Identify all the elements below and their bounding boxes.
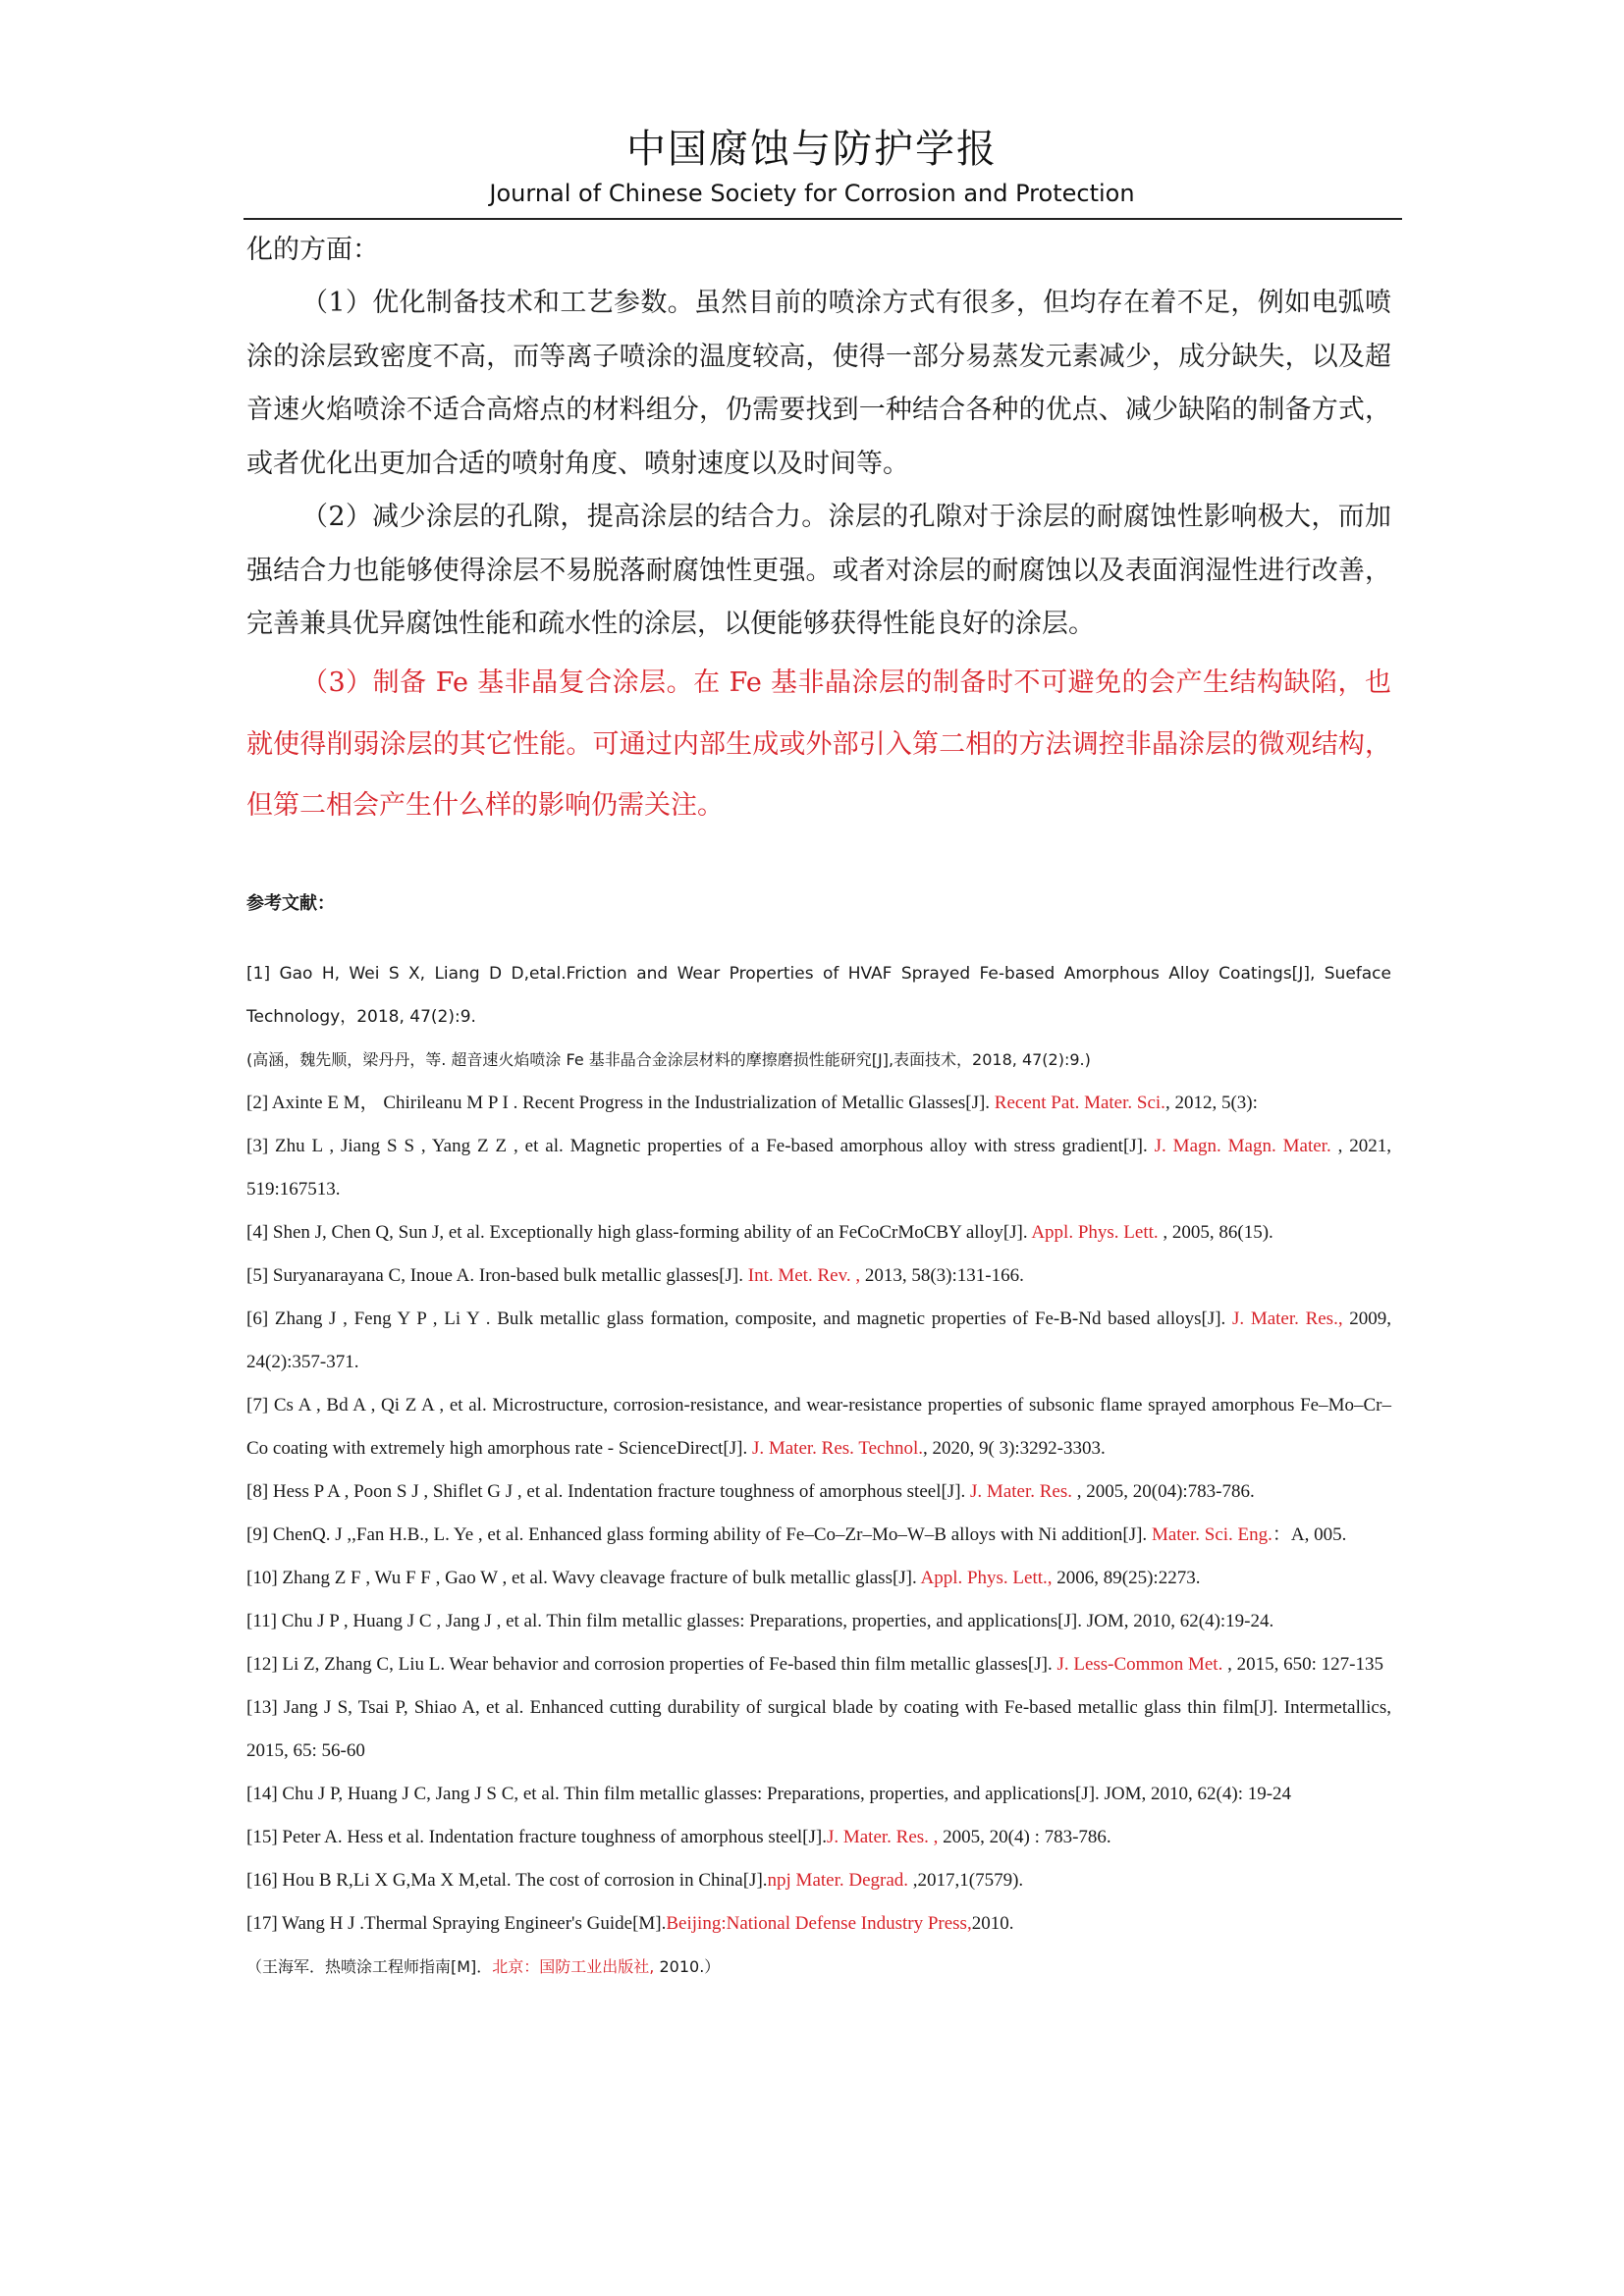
reference-tail: , 2020, 9( 3):3292-3303. bbox=[923, 1438, 1106, 1459]
reference-tail: , 2012, 5(3): bbox=[1164, 1093, 1258, 1113]
reference-text: [7] Cs A , Bd A , Qi Z A , et al. Microstructure, corrosion-resistance, and wear-resistance properties of subsonic flame sprayed amorphous Fe–Mo–Cr–Co coating with extremely high amorphous rate - ScienceDirect[J]. bbox=[246, 1395, 1391, 1459]
reference-list bbox=[246, 952, 1391, 1989]
reference-item bbox=[246, 1470, 1391, 1514]
reference-tail: 2010.） bbox=[654, 1957, 721, 1976]
reference-tail: 2013, 58(3):131-166. bbox=[860, 1265, 1024, 1286]
journal-name: Appl. Phys. Lett. bbox=[1031, 1222, 1159, 1243]
journal-name: Beijing:National Defense Industry Press, bbox=[666, 1913, 972, 1934]
reference-text: [1] Gao H, Wei S X, Liang D D,etal.Friction and Wear Properties of HVAF Sprayed Fe-based Amorphous Alloy Coatings[J], Sueface Technology，2018, 47(2):9. bbox=[246, 964, 1391, 1027]
reference-tail: 2009, 24(2):357-371. bbox=[246, 1308, 1392, 1372]
reference-text: [5] Suryanarayana C, Inoue A. Iron-based bulk metallic glasses[J]. bbox=[246, 1265, 748, 1286]
reference-text: [6] Zhang J , Feng Y P , Li Y . Bulk metallic glass formation, composite, and magnetic properties of Fe-B-Nd based alloys[J]. bbox=[246, 1308, 1232, 1329]
journal-name: J. Mater. Res. Technol. bbox=[751, 1438, 923, 1459]
paragraph-optimize-technique: （1）优化制备技术和工艺参数。虽然目前的喷涂方式有很多，但均存在着不足，例如电弧喷涂的涂层致密度不高，而等离子喷涂的温度较高，使得一部分易蒸发元素减少，成分缺失，以及超音速火焰喷涂不适合高熔点的材料组分，仍需要找到一种结合各种的优点、减少缺陷的制备方式，或者优化出更加合适的喷射角度、喷射速度以及时间等。 bbox=[246, 288, 1391, 479]
paragraph-reduce-porosity: （2）减少涂层的孔隙，提高涂层的结合力。涂层的孔隙对于涂层的耐腐蚀性影响极大，而加强结合力也能够使得涂层不易脱落耐腐蚀性更强。或者对涂层的耐腐蚀以及表面润湿性进行改善，完善兼具优异腐蚀性能和疏水性的涂层，以便能够获得性能良好的涂层。 bbox=[246, 502, 1391, 639]
reference-item bbox=[246, 1686, 1391, 1773]
journal-name: J. Less-Common Met. bbox=[1056, 1654, 1223, 1675]
journal-name: Mater. Sci. Eng. bbox=[1151, 1524, 1272, 1545]
reference-item bbox=[246, 1859, 1391, 1902]
reference-text: [12] Li Z, Zhang C, Liu L. Wear behavior and corrosion properties of Fe-based thin film metallic glasses[J]. bbox=[246, 1654, 1057, 1675]
journal-name: J. Mater. Res. bbox=[970, 1481, 1072, 1502]
reference-text: [10] Zhang Z F , Wu F F , Gao W , et al. Wavy cleavage fracture of bulk metallic glass[J]. bbox=[246, 1568, 921, 1588]
reference-text: [9] ChenQ. J ,,Fan H.B., L. Ye , et al. Enhanced glass forming ability of Fe–Co–Zr–Mo–W–B alloys with Ni addition[J]. bbox=[246, 1524, 1152, 1545]
reference-item bbox=[246, 1773, 1391, 1816]
journal-name: J. Mater. Res., bbox=[1231, 1308, 1343, 1329]
reference-item bbox=[246, 1082, 1391, 1125]
reference-tail: ,2017,1(7579). bbox=[908, 1870, 1024, 1891]
body-lead-line: 化的方面： bbox=[246, 235, 379, 265]
reference-item bbox=[246, 1600, 1391, 1643]
references-heading: 参考文献： bbox=[246, 893, 335, 914]
reference-tail: 2005, 20(4) : 783-786. bbox=[938, 1827, 1111, 1847]
journal-name: Appl. Phys. Lett., bbox=[920, 1568, 1053, 1588]
reference-item bbox=[246, 952, 1391, 1039]
reference-text: [16] Hou B R,Li X G,Ma X M,etal. The cost of corrosion in China[J]. bbox=[246, 1870, 768, 1891]
reference-text: (高涵，魏先顺，梁丹丹，等. 超音速火焰喷涂 Fe 基非晶合金涂层材料的摩擦磨损性能研究[J],表面技术，2018, 47(2):9.) bbox=[246, 1050, 1091, 1069]
journal-title-chinese: 中国腐蚀与防护学报 bbox=[626, 127, 998, 172]
journal-name: npj Mater. Degrad. bbox=[767, 1870, 909, 1891]
reference-text: [2] Axinte E M， Chirileanu M P I . Recent Progress in the Industrialization of Metallic Glasses[J]. bbox=[246, 1093, 995, 1113]
reference-text: [13] Jang J S, Tsai P, Shiao A, et al. Enhanced cutting durability of surgical blade by coating with Fe-based metallic glass thin film[J]. Intermetallics, 2015, 65: 56-60 bbox=[246, 1697, 1391, 1761]
journal-title-english: Journal of Chinese Society for Corrosion and Protection bbox=[489, 180, 1135, 207]
reference-text: [8] Hess P A , Poon S J , Shiflet G J , et al. Indentation fracture toughness of amorphous steel[J]. bbox=[246, 1481, 971, 1502]
reference-item bbox=[246, 1902, 1391, 1946]
reference-item bbox=[246, 1514, 1391, 1557]
paragraph-composite-coating-highlighted: （3）制备 Fe 基非晶复合涂层。在 Fe 基非晶涂层的制备时不可避免的会产生结构缺陷，也就使得削弱涂层的其它性能。可通过内部生成或外部引入第二相的方法调控非晶涂层的微观结构，但第二相会产生什么样的影响仍需关注。 bbox=[246, 667, 1391, 821]
reference-item bbox=[246, 1557, 1391, 1600]
reference-tail: , 2005, 20(04):783-786. bbox=[1072, 1481, 1255, 1502]
header-divider bbox=[244, 218, 1402, 220]
reference-item-chinese bbox=[246, 1946, 1391, 1989]
reference-item-chinese bbox=[246, 1039, 1391, 1082]
reference-text: （王海军．热喷涂工程师指南[M]． bbox=[246, 1957, 493, 1976]
reference-item bbox=[246, 1211, 1391, 1255]
reference-item bbox=[246, 1255, 1391, 1298]
journal-name: 北京：国防工业出版社, bbox=[492, 1957, 655, 1976]
reference-text: [14] Chu J P, Huang J C, Jang J S C, et al. Thin film metallic glasses: Preparations, properties, and applications[J]. JOM, 2010, 62(4): 19-24 bbox=[246, 1784, 1292, 1804]
reference-tail: 2006, 89(25):2273. bbox=[1052, 1568, 1201, 1588]
reference-text: [3] Zhu L , Jiang S S , Yang Z Z , et al. Magnetic properties of a Fe-based amorphous alloy with stress gradient[J]. bbox=[246, 1136, 1155, 1156]
journal-name: Int. Met. Rev. , bbox=[747, 1265, 861, 1286]
reference-text: [17] Wang H J .Thermal Spraying Engineer's Guide[M]. bbox=[246, 1913, 667, 1934]
reference-text: [15] Peter A. Hess et al. Indentation fracture toughness of amorphous steel[J]. bbox=[246, 1827, 827, 1847]
reference-item bbox=[246, 1125, 1391, 1211]
reference-text: [11] Chu J P , Huang J C , Jang J , et al. Thin film metallic glasses: Preparations, properties, and applications[J]. JOM, 2010, 62(4):19-24. bbox=[246, 1611, 1274, 1631]
reference-tail: , 2021, 519:167513. bbox=[246, 1136, 1391, 1200]
reference-text: [4] Shen J, Chen Q, Sun J, et al. Exceptionally high glass-forming ability of an FeCoCrMoCBY alloy[J]. bbox=[246, 1222, 1032, 1243]
reference-tail: , 2005, 86(15). bbox=[1158, 1222, 1273, 1243]
reference-tail: ：A, 005. bbox=[1272, 1524, 1347, 1545]
journal-name: Recent Pat. Mater. Sci. bbox=[994, 1093, 1165, 1113]
reference-item bbox=[246, 1816, 1391, 1859]
journal-name: J. Mater. Res. , bbox=[826, 1827, 939, 1847]
reference-item bbox=[246, 1384, 1391, 1470]
reference-tail: 2010. bbox=[971, 1913, 1014, 1934]
journal-name: J. Magn. Magn. Mater. bbox=[1154, 1136, 1331, 1156]
reference-item bbox=[246, 1643, 1391, 1686]
reference-item bbox=[246, 1298, 1391, 1384]
reference-tail: , 2015, 650: 127-135 bbox=[1222, 1654, 1383, 1675]
